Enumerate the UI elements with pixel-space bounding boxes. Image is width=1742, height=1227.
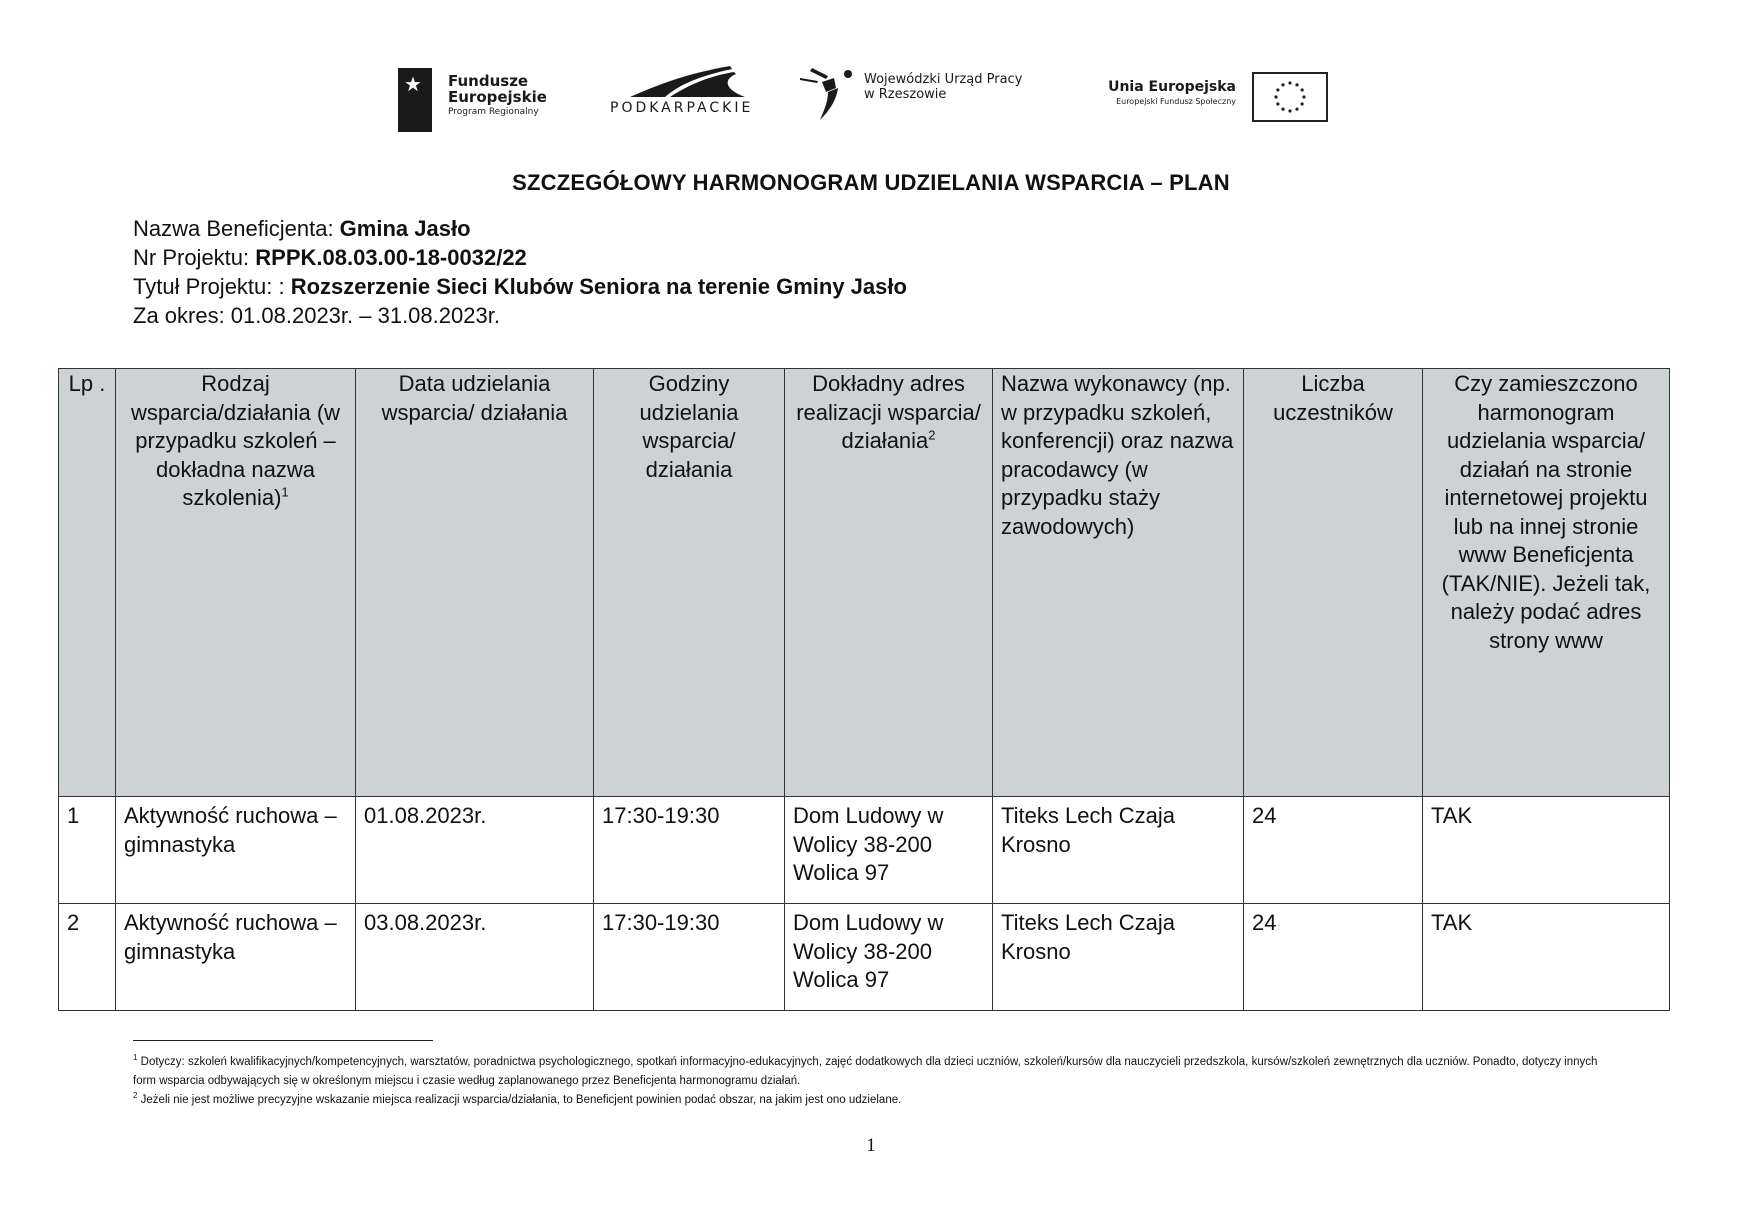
ue-logo-text — [1060, 78, 1236, 108]
fe-line3: Program Regionalny — [448, 107, 539, 117]
cell-strona: TAK — [1423, 904, 1670, 1011]
cell-rodzaj: Aktywność ruchowa – gimnastyka — [116, 797, 356, 904]
footnote-2: $^2$ Jeżeli nie jest możliwe precyzyjne wskazanie miejsca realizacji wsparcia/działania, to Beneficjent powinien podać obszar, na jakim jest ono udzielane. — [133, 1091, 902, 1106]
eu-star — [1288, 81, 1291, 84]
eu-flag-icon — [1252, 72, 1328, 122]
cell-strona: TAK — [1423, 797, 1670, 904]
header-strona: Czy zamieszczono harmonogram udzielania wsparcia/ działań na stronie internetowej projektu lub na innej stronie www Beneficjenta (TAK/NIE). Jeżeli tak, należy podać adres strony www — [1423, 369, 1670, 797]
cell-wykonawca: Titeks Lech Czaja Krosno — [993, 797, 1244, 904]
fundusze-europejskie-logo-text — [448, 73, 547, 119]
cell-liczba: 24 — [1244, 904, 1423, 1011]
wup-line2: w Rzeszowie — [864, 87, 947, 102]
wup-line1: Wojewódzki Urząd Pracy — [864, 72, 1023, 87]
cell-lp: 2 — [59, 904, 116, 1011]
eu-star — [1281, 108, 1284, 111]
header-rodzaj: Rodzaj wsparcia/działania (w przypadku szkoleń – dokładna nazwa szkolenia)$^1$ — [116, 369, 356, 797]
project-title-label: Tytuł Projektu: : — [133, 274, 291, 299]
eu-star — [1302, 95, 1305, 98]
eu-star — [1276, 102, 1279, 105]
beneficiary-label: Nazwa Beneficjenta: — [133, 216, 340, 241]
project-title-line — [133, 273, 907, 300]
cell-lp: 1 — [59, 797, 116, 904]
cell-rodzaj: Aktywność ruchowa – gimnastyka — [116, 904, 356, 1011]
eu-star — [1274, 95, 1277, 98]
cell-adres: Dom Ludowy w Wolicy 38-200 Wolica 97 — [785, 797, 993, 904]
cell-wykonawca: Titeks Lech Czaja Krosno — [993, 904, 1244, 1011]
footnote-1: $^1$ Dotyczy: szkoleń kwalifikacyjnych/kompetencyjnych, warsztatów, poradnictwa psychologicznego, spotkań informacyjno-edukacyjnych, zajęć dodatkowych dla dzieci uczniów, szkoleń/kursów dla nauczycieli przedszkola, kursów/szkoleń zewnętrznych dla uczniów. Ponadto, dotyczy innych form wsparcia odbywających się w określonym miejscu i czasie według zaplanowanego przez Beneficjenta harmonogramu działań. — [133, 1053, 1598, 1087]
ue-line2: Europejski Fundusz Społeczny — [1116, 97, 1236, 106]
cell-data: 01.08.2023r. — [356, 797, 594, 904]
wup-logo-text — [864, 72, 1022, 102]
document-title: SZCZEGÓŁOWY HARMONOGRAM UDZIELANIA WSPARCIA – PLAN — [512, 170, 1230, 195]
header-lp: Lp . — [59, 369, 116, 797]
cell-liczba: 24 — [1244, 797, 1423, 904]
podkarpackie-text: PODKARPACKIE — [610, 100, 754, 116]
cell-godziny: 17:30-19:30 — [594, 797, 785, 904]
header-liczba: Liczba uczestników — [1244, 369, 1423, 797]
header-data: Data udzielania wsparcia/ działania — [356, 369, 594, 797]
cell-data: 03.08.2023r. — [356, 904, 594, 1011]
page-number: 1 — [866, 1135, 876, 1156]
podkarpackie-logo — [610, 64, 780, 116]
beneficiary-value: Gmina Jasło — [339, 216, 471, 241]
period-line: Za okres: 01.08.2023r. – 31.08.2023r. — [133, 303, 500, 328]
eu-star — [1295, 83, 1298, 86]
beneficiary-line — [133, 215, 471, 242]
fundusze-europejskie-logo-icon: ★ — [398, 68, 432, 132]
eu-star — [1301, 88, 1304, 91]
table-row — [59, 797, 1670, 904]
table-row — [59, 904, 1670, 1011]
footnotes — [133, 1053, 1603, 1110]
project-title-value: Rozszerzenie Sieci Klubów Seniora na terenie Gminy Jasło — [290, 274, 907, 299]
eu-star — [1288, 109, 1291, 112]
wup-logo-icon — [798, 66, 862, 127]
podkarpackie-mountain-icon — [630, 64, 750, 98]
table-header-row — [59, 369, 1670, 797]
eu-star — [1276, 88, 1279, 91]
project-number-value: RPPK.08.03.00-18-0032/22 — [255, 245, 527, 270]
fe-line1: Fundusze — [448, 72, 529, 90]
header-adres: Dokładny adres realizacji wsparcia/ działania$^2$ — [785, 369, 993, 797]
cell-godziny: 17:30-19:30 — [594, 904, 785, 1011]
ue-line1: Unia Europejska — [1108, 79, 1236, 95]
footnote-divider — [133, 1040, 433, 1041]
header-wykonawca: Nazwa wykonawcy (np. w przypadku szkoleń, konferencji) oraz nazwa pracodawcy (w przypadku staży zawodowych) — [993, 369, 1244, 797]
eu-star — [1281, 83, 1284, 86]
eu-star — [1301, 102, 1304, 105]
cell-adres: Dom Ludowy w Wolicy 38-200 Wolica 97 — [785, 904, 993, 1011]
header-godziny: Godziny udzielania wsparcia/ działania — [594, 369, 785, 797]
eu-star — [1295, 108, 1298, 111]
project-number-line — [133, 244, 527, 271]
project-number-label: Nr Projektu: — [133, 245, 256, 270]
schedule-table — [58, 368, 1670, 1011]
fe-line2: Europejskie — [448, 88, 547, 106]
